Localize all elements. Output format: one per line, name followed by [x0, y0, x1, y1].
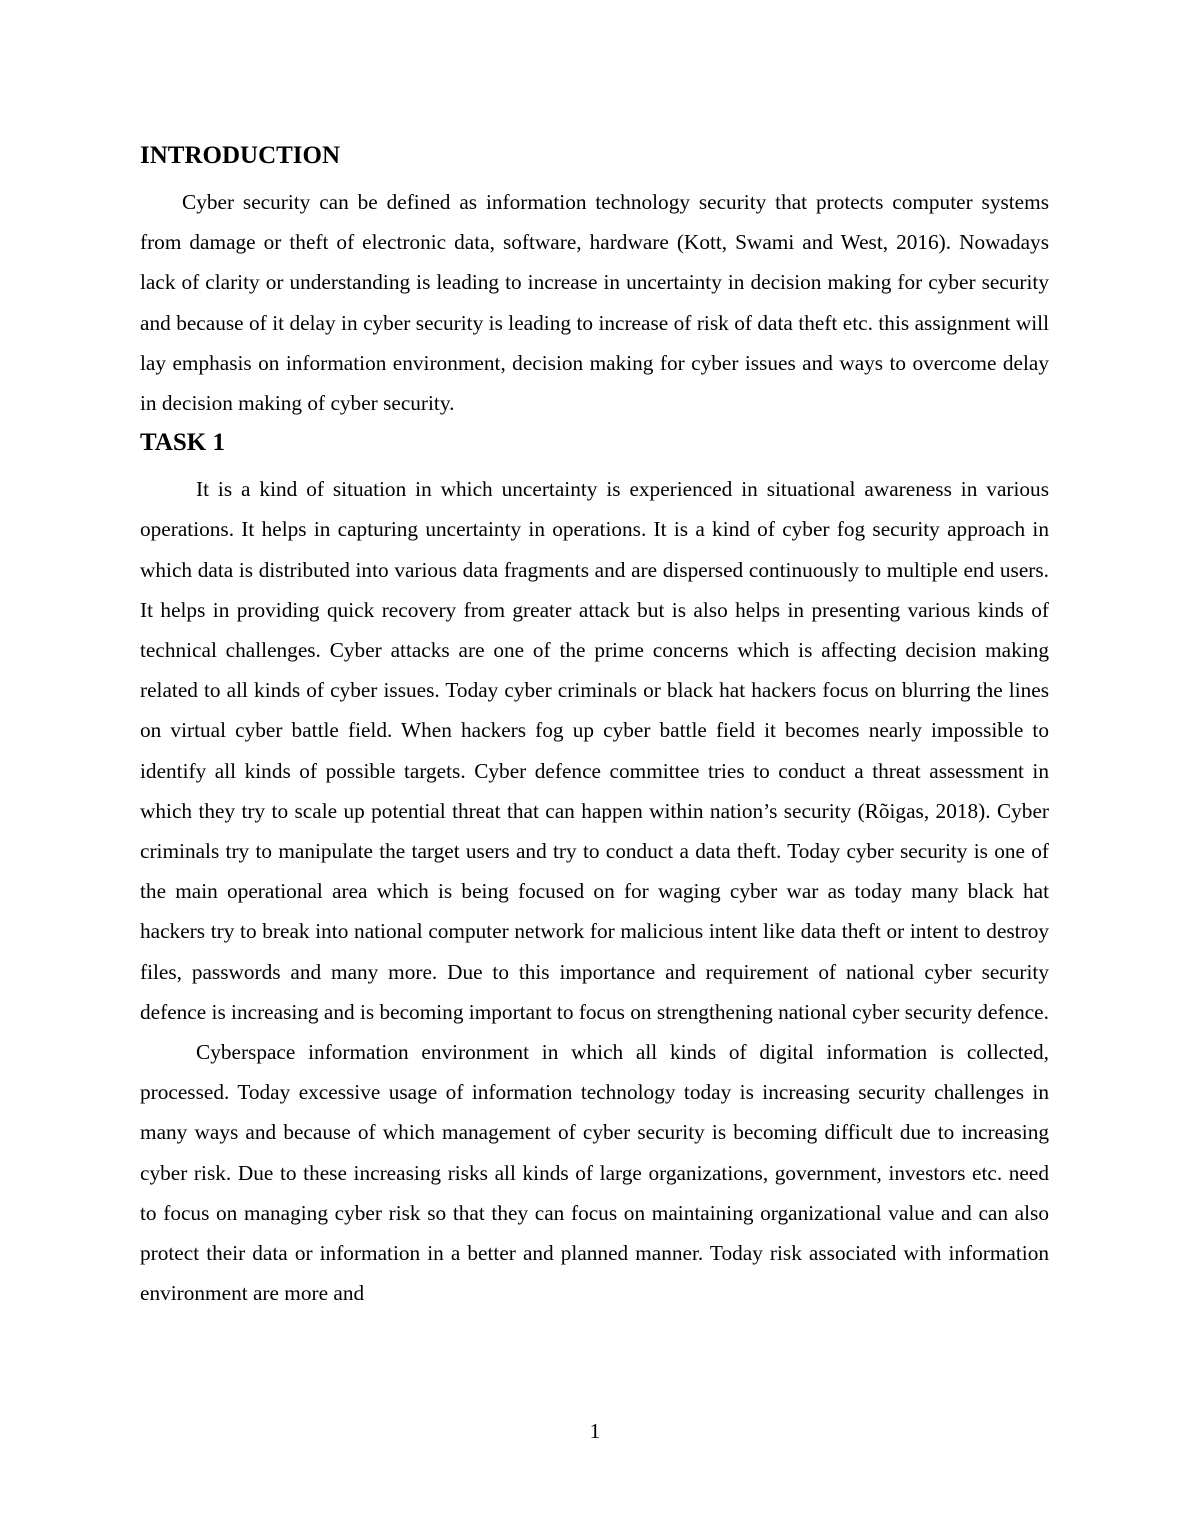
task-1-paragraph-2: Cyberspace information environment in which all kinds of digital information is collected, processed. Today excessive usage of information technology today is increasing security challenges in many ways and because of which management of cyber security is becoming difficult due to increasing cyber risk. Due to these increasing risks all kinds of large organizations, government, investors etc. need to focus on managing cyber risk so that they can focus on maintaining organizational value and can also protect their data or information in a better and planned manner. Today risk associated with information environment are more and — [140, 1040, 1049, 1306]
page-number: 1 — [589, 1419, 601, 1443]
introduction-paragraph: Cyber security can be defined as information technology security that protects computer systems from damage or theft of electronic data, software, hardware (Kott, Swami and West, 2016). Nowadays lack of clarity or understanding is leading to increase in uncertainty in decision making for cyber security and because of it delay in cyber security is leading to increase of risk of data theft etc. this assignment will lay emphasis on information environment, decision making for cyber issues and ways to overcome delay in decision making of cyber security. — [140, 190, 1049, 416]
task-1-paragraph-1: It is a kind of situation in which uncertainty is experienced in situational awareness in various operations. It helps in capturing uncertainty in operations. It is a kind of cyber fog security approach in which data is distributed into various data fragments and are dispersed continuously to multiple end users. It helps in providing quick recovery from greater attack but is also helps in presenting various kinds of technical challenges. Cyber attacks are one of the prime concerns which is affecting decision making related to all kinds of cyber issues. Today cyber criminals or black hat hackers focus on blurring the lines on virtual cyber battle field. When hackers fog up cyber battle field it becomes nearly impossible to identify all kinds of possible targets. Cyber defence committee tries to conduct a threat assessment in which they try to scale up potential threat that can happen within nation’s security (Rõigas, 2018). Cyber criminals try to manipulate the target users and try to conduct a data theft. Today cyber security is one of the main operational area which is being focused on for waging cyber war as today many black hat hackers try to break into national computer network for malicious intent like data theft or intent to destroy files, passwords and many more. Due to this importance and requirement of national cyber security defence is increasing and is becoming important to focus on strengthening national cyber security defence. — [140, 477, 1049, 1024]
task-1-heading: TASK 1 — [140, 429, 225, 457]
page-content — [140, 140, 1049, 1313]
introduction-heading: INTRODUCTION — [140, 142, 341, 169]
